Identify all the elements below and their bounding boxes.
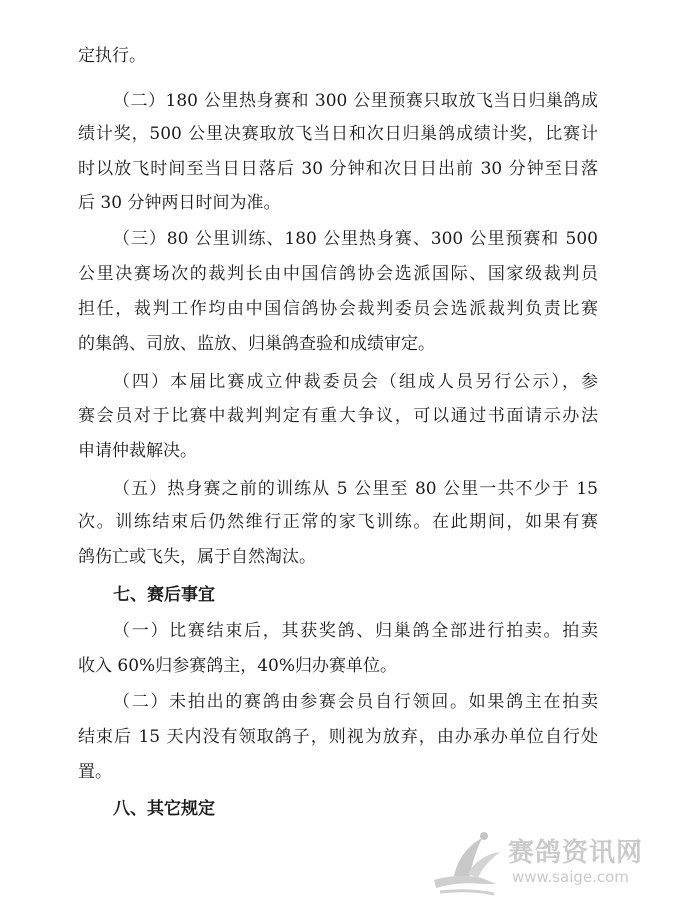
paragraph-line: 绩计奖，500 公里决赛取放飞当日和次日归巢鸽成绩计奖，比赛计	[78, 124, 598, 144]
paragraph-line: 申请仲裁解决。	[78, 441, 197, 461]
watermark-url: www.saige.com	[512, 868, 629, 886]
paragraph-line: （一）比赛结束后，其获奖鸽、归巢鸽全部进行拍卖。拍卖	[113, 621, 598, 641]
paragraph-line: 赛会员对于比赛中裁判判定有重大争议，可以通过书面请示办法	[78, 406, 598, 426]
pigeon-logo-icon	[424, 818, 510, 898]
paragraph-line: 公里决赛场次的裁判长由中国信鸽协会选派国际、国家级裁判员	[78, 264, 598, 284]
paragraph-line: 鸽伤亡或飞失，属于自然淘汰。	[78, 547, 316, 567]
paragraph-line: 次。训练结束后仍然维行正常的家飞训练。在此期间，如果有赛	[78, 512, 598, 532]
paragraph-line: 时以放飞时间至当日日落后 30 分钟和次日日出前 30 分钟至日落	[78, 159, 598, 179]
paragraph-line: （三）80 公里训练、180 公里热身赛、300 公里预赛和 500	[113, 229, 598, 249]
paragraph-line: 收入 60%归参赛鸽主，40%归办赛单位。	[78, 656, 397, 676]
watermark-title: 赛鸽资讯网	[508, 838, 644, 868]
section-heading: 八、其它规定	[113, 799, 215, 819]
paragraph-line: 担任，裁判工作均由中国信鸽协会裁判委员会选派裁判负责比赛	[78, 299, 598, 319]
paragraph-line: 的集鸽、司放、监放、归巢鸽查验和成绩审定。	[78, 334, 435, 354]
paragraph-line: 后 30 分钟两日时间为准。	[78, 193, 281, 213]
paragraph-line: 结束后 15 天内没有领取鸽子，则视为放弃，由办承办单位自行处	[78, 727, 598, 747]
section-heading: 七、赛后事宜	[113, 585, 215, 605]
paragraph-line: （二）未拍出的赛鸽由参赛会员自行领回。如果鸽主在拍卖	[113, 692, 598, 712]
paragraph-line: （四）本届比赛成立仲裁委员会（组成人员另行公示），参	[113, 372, 598, 392]
paragraph-line: （二）180 公里热身赛和 300 公里预赛只取放飞当日归巢鸽成	[113, 91, 598, 111]
paragraph-line: 置。	[78, 762, 112, 782]
watermark	[424, 818, 664, 898]
paragraph-line: 定执行。	[78, 46, 146, 66]
paragraph-line: （五）热身赛之前的训练从 5 公里至 80 公里一共不少于 15	[113, 479, 598, 499]
